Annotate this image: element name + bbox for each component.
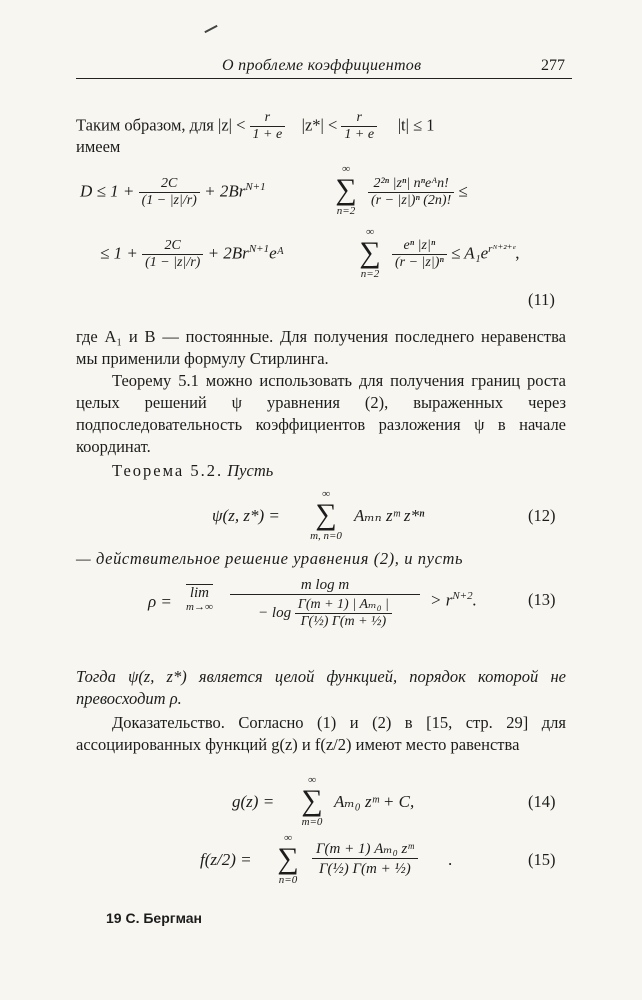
eq13-number: (13) bbox=[528, 590, 556, 609]
eq15-lhs: f(z/2) = bbox=[200, 850, 252, 869]
stray-mark bbox=[204, 25, 217, 33]
eq15-period: . bbox=[448, 850, 453, 869]
theorem-conclusion: Тогда ψ(z, z*) является целой функцией, порядок которой не превосходит ρ. bbox=[76, 667, 566, 708]
eq11-sum-1: ∞ ∑ n=2 bbox=[335, 163, 357, 217]
eq11-line2: ≤ 1 + $\frac{2C}{(1 - |z|/r)}$ + $2Br^{N+1}eᴬ$ bbox=[100, 238, 284, 270]
intro-line-2: имеем bbox=[76, 137, 121, 156]
eq15-number: (15) bbox=[528, 850, 556, 869]
header-rule bbox=[76, 78, 572, 79]
eq12-lhs: ψ(z, z*) = bbox=[212, 506, 280, 525]
line-after-eq12: — действительное решение уравнения (2), и пусть bbox=[76, 549, 464, 568]
eq11-line2-frac: $\frac{\text{eⁿ |z|ⁿ}}{\text{(r − |z|)ⁿ}}$ ≤ $A_1e^{rᴺ^{+2+}ᵉ}$, bbox=[392, 238, 520, 271]
cond1: Таким образом, для |z| < bbox=[76, 115, 246, 135]
eq11-number: (11) bbox=[528, 290, 555, 309]
eq15-sum: ∞ ∑ n=0 bbox=[277, 832, 299, 886]
cond3: |t| ≤ 1 bbox=[397, 115, 435, 135]
eq12-number: (12) bbox=[528, 506, 556, 525]
intro-line-1 bbox=[76, 110, 434, 143]
theorem-heading: Теорема 5.2. Пусть bbox=[112, 461, 274, 480]
frac-r-2: $\frac{r}{1 + e}$ bbox=[341, 110, 377, 143]
signature-footer: 19 С. Бергман bbox=[106, 910, 202, 926]
eq11-line1-frac: 2²ⁿ |zⁿ| nⁿeᴬn! (r − |z|)ⁿ (2n)! ≤ bbox=[368, 176, 468, 209]
frac-r-1: $\frac{r}{1 + e}$ bbox=[250, 110, 286, 143]
eq12-rhs: Aₘₙ zᵐ z*ⁿ bbox=[354, 506, 425, 525]
eq13-rhs: > $r^{N+2}$. bbox=[430, 590, 477, 610]
eq13-fraction: m log m − log $\frac{\text{Γ(m + 1) | Aₘ₀ |}}{\text{Γ(½) Γ(m + ½)}}$ bbox=[230, 576, 420, 630]
running-title: О проблеме коэффициентов bbox=[222, 57, 422, 74]
paragraph-theorem-intro: Теорему 5.1 можно использовать для получения границ роста целых решений ψ уравнения (2), выраженных через подпоследовательность коэффициентов разложения ψ в начале координат. bbox=[76, 371, 566, 456]
eq14-number: (14) bbox=[528, 792, 556, 811]
eq13-lhs: ρ = bbox=[148, 592, 172, 611]
proof-paragraph: Доказательство. Согласно (1) и (2) в [15, стр. 29] для ассоциированных функций g(z) и f(z/2) имеют место равенства bbox=[76, 713, 566, 754]
eq14-sum: ∞ ∑ m=0 bbox=[301, 774, 323, 828]
eq15-fraction: Γ(m + 1) Aₘ₀ zᵐ Γ(½) Γ(m + ½) bbox=[312, 840, 418, 879]
eq12-sum: ∞ ∑ m, n=0 bbox=[310, 488, 342, 542]
page-number: 277 bbox=[541, 57, 565, 74]
eq14-rhs: Aₘ₀ zᵐ + C, bbox=[334, 792, 415, 811]
cond2: |z*| < bbox=[301, 115, 338, 135]
eq11-line1: D ≤ 1 + $\frac{2C}{(1 - |z|/r)}$ + $2Br^{N+1}$ bbox=[80, 176, 266, 208]
eq11-sum-2: ∞ ∑ n=2 bbox=[359, 226, 381, 280]
eq13-lim: lim m→∞ bbox=[186, 585, 213, 613]
paragraph-after-eq11: где A₁ и B — постоянные. Для получения последнего неравенства мы применили формулу Стирлинга. bbox=[76, 327, 566, 368]
eq14-lhs: g(z) = bbox=[232, 792, 275, 811]
